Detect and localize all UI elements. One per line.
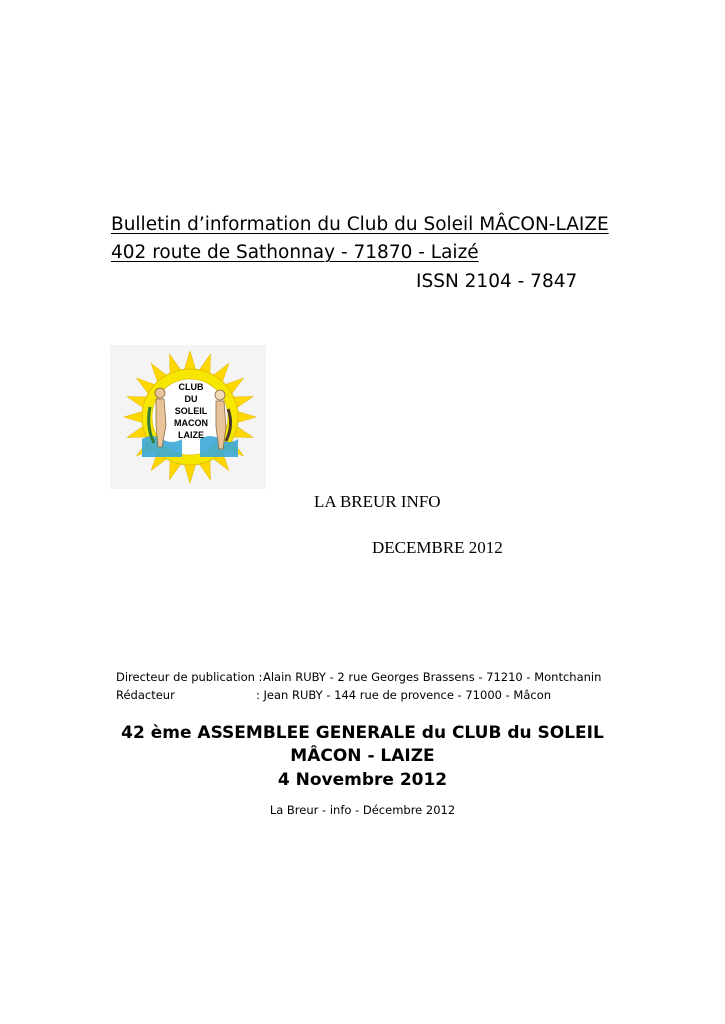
header-address-line: 402 route de Sathonnay - 71870 - Laizé xyxy=(111,242,479,263)
logo-text-line: CLUB xyxy=(178,382,204,392)
director-value: Alain RUBY - 2 rue Georges Brassens - 71210 - Montchanin xyxy=(263,670,602,684)
director-label: Directeur de publication : xyxy=(116,670,263,684)
club-logo xyxy=(110,345,266,489)
headline-line-1: 42 ème ASSEMBLEE GENERALE du CLUB du SOLEIL xyxy=(121,723,604,743)
editor-value: : Jean RUBY - 144 rue de provence - 71000 - Mâcon xyxy=(256,688,552,702)
header-title-line: Bulletin d’information du Club du Soleil MÂCON-LAIZE xyxy=(111,214,609,235)
issn-number: ISSN 2104 - 7847 xyxy=(416,271,578,292)
publication-date: DECEMBRE 2012 xyxy=(372,538,503,557)
logo-text-line: DU xyxy=(184,394,198,404)
logo-text-line: SOLEIL xyxy=(174,406,208,416)
editor-label: Rédacteur xyxy=(116,688,175,702)
headline-line-3: 4 Novembre 2012 xyxy=(277,770,448,790)
logo-text-line: LAIZE xyxy=(178,430,204,440)
logo-text-line: MACON xyxy=(174,418,208,428)
publication-name: LA BREUR INFO xyxy=(314,492,441,511)
headline-line-2: MÂCON - LAIZE xyxy=(290,746,435,766)
footer-text: La Breur - info - Décembre 2012 xyxy=(269,803,456,817)
logo-text xyxy=(160,381,222,441)
